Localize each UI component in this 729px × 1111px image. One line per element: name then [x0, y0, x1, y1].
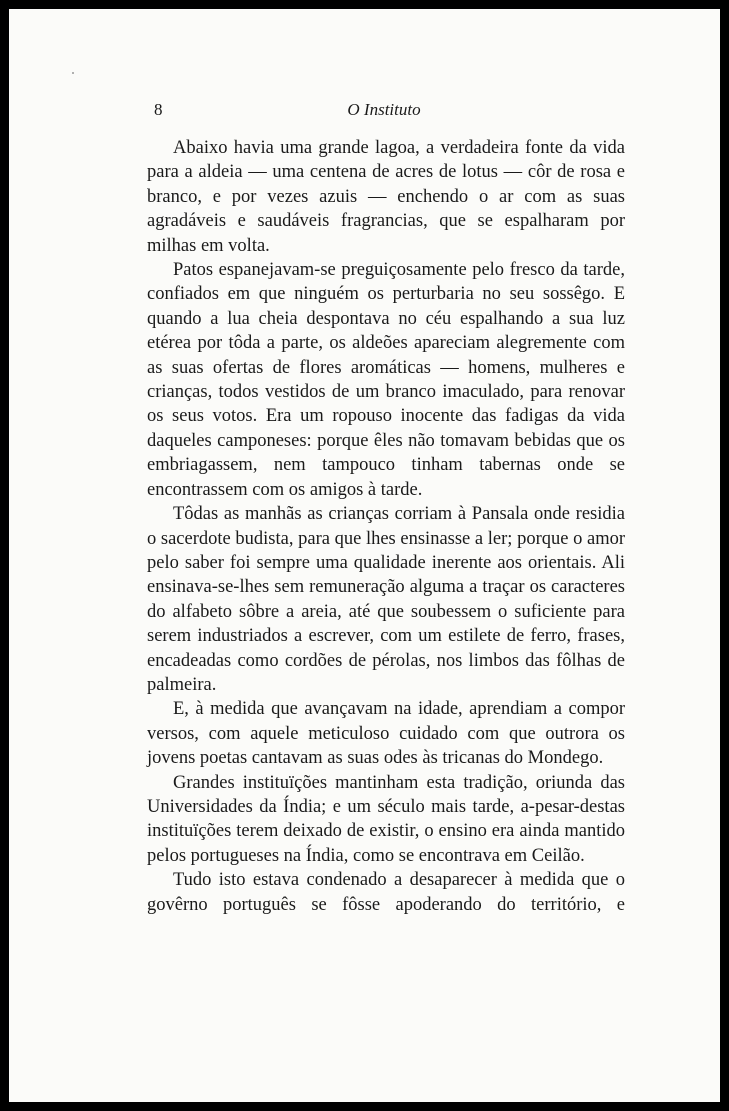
paragraph: Tudo isto estava condenado a desaparecer à medida que o govêrno português se fôsse apoderando do território, e: [147, 870, 625, 915]
book-page: [9, 9, 720, 1102]
paragraph: Abaixo havia uma grande lagoa, a verdadeira fonte da vida para a aldeia — uma centena de acres de lotus — côr de rosa e branco, e por vezes azuis — enchendo o ar com as suas agradáveis e saudáveis fragrancias, que se espalharam por milhas em volta.: [147, 138, 625, 256]
paragraph: Patos espanejavam-se preguiçosamente pelo fresco da tarde, confiados em que ninguém os perturbaria no seu sossêgo. E quando a lua cheia despontava no céu espalhando a sua luz etérea por tôda a parte, os aldeões apareciam alegremente com as suas ofertas de flores aromáticas — homens, mulheres e crianças, todos vestidos de um branco imaculado, para renovar os seus votos. Era um ropouso inocente das fadigas da vida daqueles camponeses: porque êles não tomavam bebidas que os embriagassem, nem tampouco tinham tabernas onde se encontrassem com os amigos à tarde.: [147, 260, 625, 500]
running-title: O Instituto: [347, 100, 421, 119]
paragraph: E, à medida que avançavam na idade, aprendiam a compor versos, com aquele meticuloso cuidado com que outrora os jovens poetas cantavam as suas odes às tricanas do Mondego.: [147, 699, 625, 769]
paper-speck: [72, 72, 74, 74]
paragraph: Grandes instituïções mantinham esta tradição, oriunda das Universidades da Índia; e um século mais tarde, a-pesar-destas instituïções terem deixado de existir, o ensino era ainda mantido pelos portugueses na Índia, como se encontrava em Ceilão.: [147, 772, 625, 866]
paragraph: Tôdas as manhãs as crianças corriam à Pansala onde residia o sacerdote budista, para que lhes ensinasse a ler; porque o amor pelo saber foi sempre uma qualidade inerente aos orientais. Ali ensinava-se-lhes sem remuneração alguma a traçar os caracteres do alfabeto sôbre a areia, até que soubessem o suficiente para serem industriados a escrever, com um estilete de ferro, frases, encadeadas como cordões de pérolas, nos limbos das fôlhas de palmeira.: [147, 504, 625, 695]
body-text: [147, 136, 625, 917]
page-number: 8: [154, 100, 163, 119]
page-header: [154, 100, 614, 124]
